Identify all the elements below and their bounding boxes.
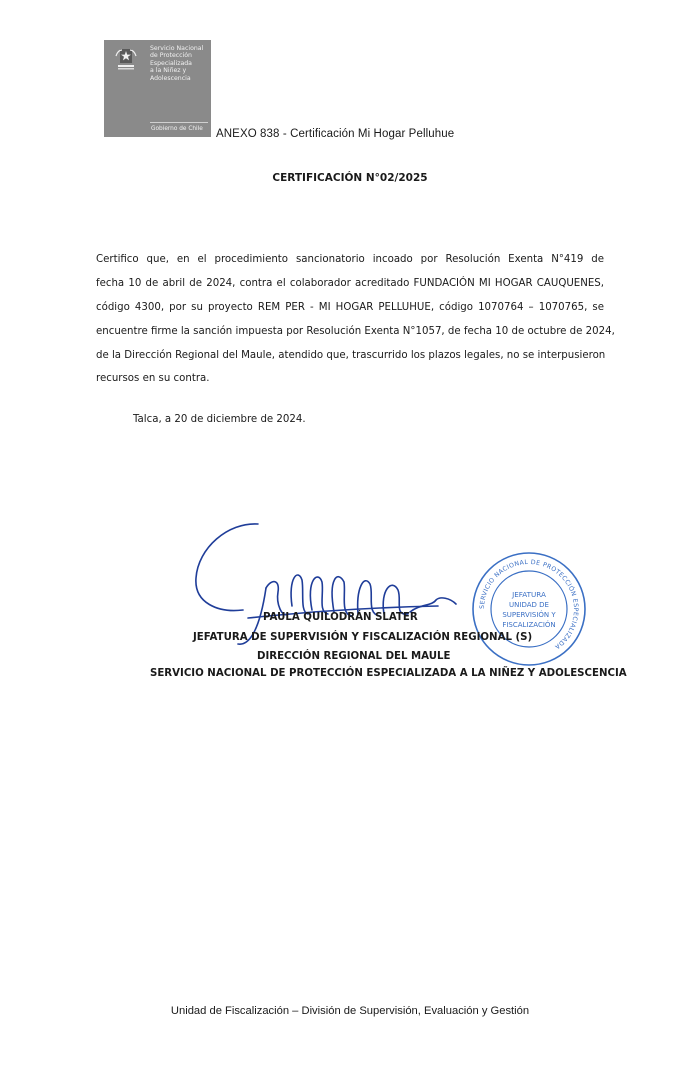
body-line: de la Dirección Regional del Maule, atendido que, trascurrido los plazos legales, no se interpusieron bbox=[96, 349, 606, 361]
stamp-line: FISCALIZACIÓN bbox=[502, 621, 556, 629]
page-footer: Unidad de Fiscalización – División de Supervisión, Evaluación y Gestión bbox=[170, 1005, 530, 1017]
official-stamp bbox=[470, 550, 588, 668]
coat-of-arms-icon bbox=[110, 46, 142, 72]
body-line: fecha 10 de abril de 2024, contra el colaborador acreditado FUNDACIÓN MI HOGAR CAUQUENES, bbox=[96, 277, 604, 289]
body-line: encuentre firme la sanción impuesta por Resolución Exenta N°1057, de fecha 10 de octubre de 2024, bbox=[96, 325, 615, 337]
body-line: recursos en su contra. bbox=[96, 373, 210, 385]
annex-heading: ANEXO 838 - Certificación Mi Hogar Pelluhue bbox=[216, 128, 455, 140]
stamp-line: SUPERVISIÓN Y bbox=[502, 611, 556, 619]
body-line: Certifico que, en el procedimiento sancionatorio incoado por Resolución Exenta N°419 de bbox=[96, 254, 604, 265]
signatory-position: JEFATURA DE SUPERVISIÓN Y FISCALIZACIÓN REGIONAL (S) bbox=[193, 632, 533, 643]
signatory-office: DIRECCIÓN REGIONAL DEL MAULE bbox=[257, 651, 451, 662]
stamp-ring-text: SERVICIO NACIONAL DE PROTECCIÓN ESPECIALIZADA bbox=[478, 558, 580, 651]
handwritten-signature bbox=[188, 518, 468, 648]
signatory-agency: SERVICIO NACIONAL DE PROTECCIÓN ESPECIALIZADA A LA NIÑEZ Y ADOLESCENCIA bbox=[150, 668, 627, 679]
body-line: código 4300, por su proyecto REM PER - MI HOGAR PELLUHUE, código 1070764 – 1070765, se bbox=[96, 301, 604, 313]
signatory-name: PAULA QUILODRÁN SLATER bbox=[263, 612, 418, 623]
certification-body bbox=[96, 248, 615, 391]
certification-title: CERTIFICACIÓN N°02/2025 bbox=[272, 172, 428, 184]
place-date: Talca, a 20 de diciembre de 2024. bbox=[133, 414, 306, 425]
logo-divider bbox=[150, 122, 208, 123]
logo-government: Gobierno de Chile bbox=[151, 126, 203, 132]
stamp-line: UNIDAD DE bbox=[509, 601, 549, 609]
agency-logo bbox=[104, 40, 211, 137]
stamp-line: JEFATURA bbox=[512, 590, 546, 599]
logo-agency-name: Servicio Nacional de Protección Especializada a la Niñez y Adolescencia bbox=[150, 45, 204, 82]
